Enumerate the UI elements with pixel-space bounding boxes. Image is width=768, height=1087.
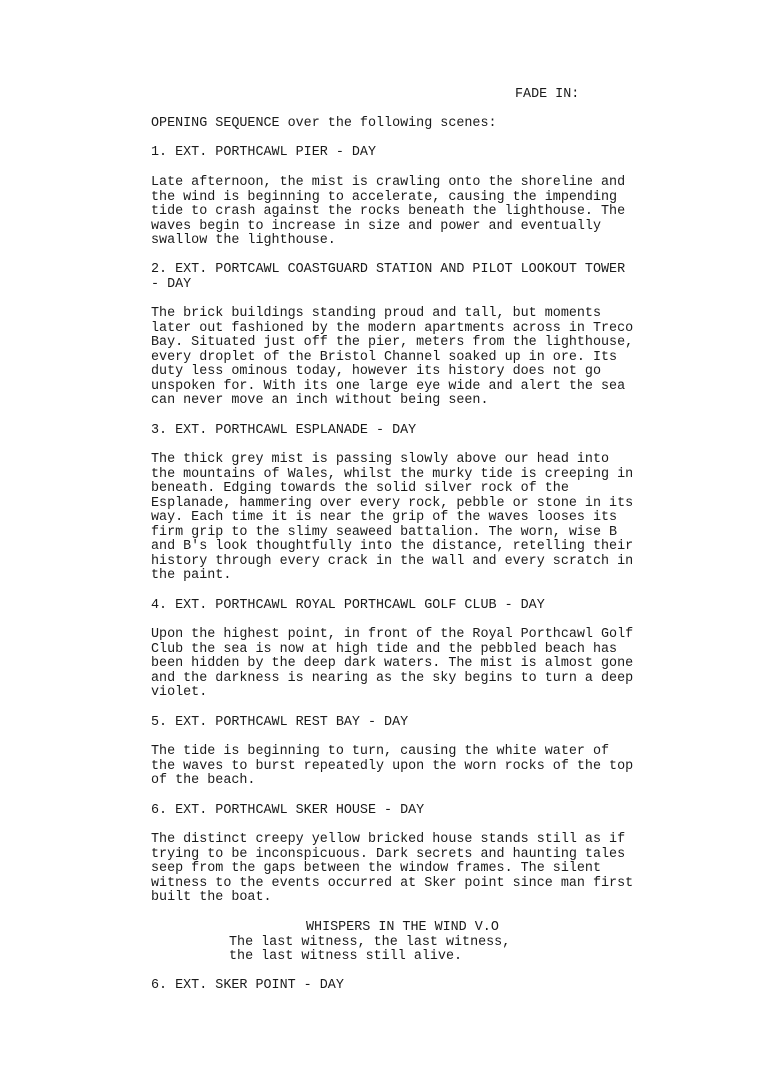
action-line: the paint. bbox=[151, 568, 232, 583]
scene-heading: 3. EXT. PORTHCAWL ESPLANADE - DAY bbox=[151, 423, 417, 438]
action-line: witness to the events occurred at Sker point since man first bbox=[151, 875, 634, 891]
scene-heading: 4. EXT. PORTHCAWL ROYAL PORTHCAWL GOLF CLUB - DAY bbox=[151, 598, 545, 613]
scene-heading: 6. EXT. PORTHCAWL SKER HOUSE - DAY bbox=[151, 803, 425, 818]
scene-heading: 1. EXT. PORTHCAWL PIER - DAY bbox=[151, 145, 376, 160]
action-line: Upon the highest point, in front of the Royal Porthcawl Golf bbox=[151, 627, 634, 642]
opening-sequence-line: OPENING SEQUENCE over the following scenes: bbox=[151, 116, 497, 131]
character-cue: WHISPERS IN THE WIND V.O bbox=[306, 920, 499, 935]
action-line: later out fashioned by the modern apartments across in Treco bbox=[151, 320, 634, 336]
action-line: The tide is beginning to turn, causing the white water of bbox=[151, 744, 610, 759]
action-line: built the boat. bbox=[151, 890, 272, 905]
action-line: way. Each time it is near the grip of the waves looses its bbox=[151, 510, 618, 525]
scene-heading: 5. EXT. PORTHCAWL REST BAY - DAY bbox=[151, 715, 409, 730]
dialogue-line: the last witness still alive. bbox=[229, 949, 463, 964]
action-line: duty less ominous today, however its history does not go bbox=[151, 364, 601, 379]
action-line: The brick buildings standing proud and tall, but moments bbox=[151, 306, 601, 321]
action-line: Bay. Situated just off the pier, meters from the lighthouse, bbox=[151, 335, 634, 350]
scene-heading: 2. EXT. PORTCAWL COASTGUARD STATION AND PILOT LOOKOUT TOWER bbox=[151, 262, 626, 277]
action-line: Club the sea is now at high tide and the pebbled beach has bbox=[151, 641, 618, 657]
action-line: The thick grey mist is passing slowly above our head into bbox=[151, 452, 610, 467]
action-line: can never move an inch without being seen. bbox=[151, 393, 489, 408]
action-line: swallow the lighthouse. bbox=[151, 233, 336, 248]
transition-fade-in: FADE IN: bbox=[515, 87, 580, 102]
action-line: unspoken for. With its one large eye wide and alert the sea bbox=[151, 378, 626, 394]
action-line: The distinct creepy yellow bricked house stands still as if bbox=[151, 832, 626, 847]
action-line: the mountains of Wales, whilst the murky tide is creeping in bbox=[151, 466, 634, 482]
action-line: firm grip to the slimy seaweed battalion. The worn, wise B bbox=[151, 524, 618, 540]
action-line: history through every crack in the wall and every scratch in bbox=[151, 553, 634, 569]
action-line: Late afternoon, the mist is crawling onto the shoreline and bbox=[151, 175, 626, 190]
action-line: the wind is beginning to accelerate, causing the impending bbox=[151, 189, 618, 205]
action-line: every droplet of the Bristol Channel soaked up in ore. Its bbox=[151, 349, 618, 365]
dialogue-line: The last witness, the last witness, bbox=[229, 934, 511, 950]
action-line: waves begin to increase in size and power and eventually bbox=[151, 218, 601, 234]
scene-heading: - DAY bbox=[151, 276, 192, 292]
action-line: and B's look thoughtfully into the distance, retelling their bbox=[151, 539, 634, 554]
action-line: seep from the gaps between the window frames. The silent bbox=[151, 861, 601, 876]
action-line: tide to crash against the rocks beneath the lighthouse. The bbox=[151, 204, 626, 219]
scene-heading: 6. EXT. SKER POINT - DAY bbox=[151, 978, 344, 993]
action-line: and the darkness is nearing as the sky begins to turn a deep bbox=[151, 670, 634, 686]
action-line: trying to be inconspicuous. Dark secrets and haunting tales bbox=[151, 846, 626, 862]
action-line: violet. bbox=[151, 685, 208, 700]
action-line: of the beach. bbox=[151, 773, 256, 788]
action-line: beneath. Edging towards the solid silver rock of the bbox=[151, 481, 569, 496]
action-line: the waves to burst repeatedly upon the worn rocks of the top bbox=[151, 758, 634, 774]
action-line: Esplanade, hammering over every rock, pebble or stone in its bbox=[151, 495, 634, 511]
action-line: been hidden by the deep dark waters. The mist is almost gone bbox=[151, 656, 634, 671]
